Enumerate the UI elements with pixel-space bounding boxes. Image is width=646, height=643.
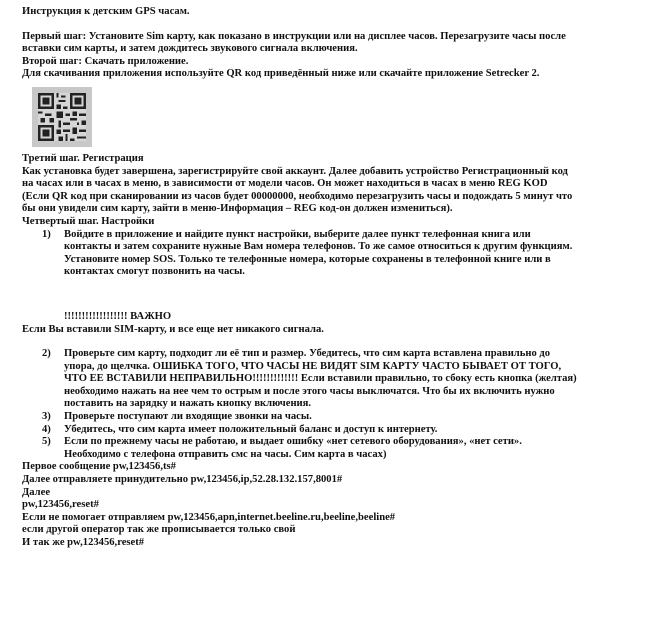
- list-item-line: необходимо нажать на нее чем то острым и после этого часы выключатся. Что бы их включить нужно: [64, 385, 555, 397]
- list-item-line: Если по прежнему часы не работаю, и выдает ошибку «нет сетевого оборудования», «нет сети».: [64, 436, 522, 448]
- list-item: [22, 424, 628, 437]
- list-item-number: 2): [42, 348, 51, 360]
- list-item-line: упора, до щелчка. ОШИБКА ТОГО, ЧТО ЧАСЫ НЕ ВИДЯТ SIM КАРТУ ЧАСТО БЫВАЕТ ОТ ТОГО,: [64, 360, 562, 372]
- step1-line2: вставки сим карты, и затем дождитесь звукового сигнала включения.: [22, 43, 358, 55]
- list-item: [22, 348, 628, 411]
- list-item-number: 3): [42, 411, 51, 423]
- list-item-number: 5): [42, 436, 51, 448]
- sms-command-2: Далее отправляете принудительно pw,123456,ip,52.28.132.157,8001#: [22, 474, 343, 486]
- list-item: [22, 229, 628, 279]
- list-item-line: ЧТО ЕЕ ВСТАВИЛИ НЕПРАВИЛЬНО!!!!!!!!!!!!! Если вставили правильно, то сбоку есть кнопка (желтая): [64, 373, 577, 385]
- qr-code-icon: [32, 87, 92, 147]
- spacer: [22, 336, 628, 348]
- important-heading: !!!!!!!!!!!!!!!!!! ВАЖНО: [64, 310, 172, 322]
- list-item-line: Установите номер SOS. Только те телефонные номера, которые сохранены в телефонной книге или в: [64, 253, 551, 265]
- step3-line4: бы они увидели сим карту, зайти в меню-Информация – REG код-он должен измениться).: [22, 203, 453, 215]
- list-item-number: 4): [42, 423, 51, 435]
- list-item: [22, 411, 628, 424]
- sms-command-5: если другой оператор так же прописывается только свой: [22, 524, 296, 536]
- list-item-line: поставить на зарядку и нажать кнопку включения.: [64, 398, 312, 410]
- step2-heading: Второй шаг: Скачать приложение.: [22, 55, 189, 67]
- step3-line1: Как установка будет завершена, зарегистрируйте свой аккаунт. Далее добавить устройство Регистрационный код: [22, 165, 568, 177]
- sms-command-4: Если не помогает отправляем pw,123456,apn,internet.beeline.ru,beeline,beeline#: [22, 511, 396, 523]
- sms-command-1: Первое сообщение pw,123456,ts#: [22, 461, 176, 473]
- list-item-line: Проверьте сим карту, подходит ли её тип и размер. Убедитесь, что сим карта вставлена правильно до: [64, 348, 551, 360]
- list-item-line: Войдите в приложение и найдите пункт настройки, выберите далее пункт телефонная книга или: [64, 228, 531, 240]
- troubleshooting-list: [22, 348, 628, 461]
- step2-download-text: Для скачивания приложения используйте QR код приведённый ниже или скачайте приложение Setrecker 2.: [22, 68, 540, 80]
- list-item: [22, 436, 628, 461]
- list-item-line: Убедитесь, что сим карта имеет положительный баланс и доступ к интернету.: [64, 423, 438, 435]
- list-item-line: Проверьте поступают ли входящие звонки на часы.: [64, 411, 312, 423]
- list-item-line: контакты и затем сохраните нужные Вам номера телефонов. То же самое относиться к другим функциям.: [64, 241, 573, 253]
- list-item-number: 1): [42, 228, 51, 240]
- step3-line3: (Если QR код при сканировании из часов будет 00000000, необходимо перезагрузить часы и подождать 5 минут что: [22, 190, 573, 202]
- step3-line2: на часах или в часах в меню, в зависимости от модели часов. Он может находиться в часах в меню REG KOD: [22, 178, 548, 190]
- document-title: Инструкция к детским GPS часам.: [22, 6, 190, 17]
- settings-list: [22, 229, 628, 279]
- important-subheading: Если Вы вставили SIM-карту, и все еще нет никакого сигнала.: [22, 323, 324, 335]
- sms-command-3: pw,123456,reset#: [22, 499, 99, 511]
- list-item-line: контактах смогут позвонить на часы.: [64, 266, 245, 278]
- step3-heading: Третий шаг. Регистрация: [22, 152, 144, 164]
- step4-heading: Четвертый шаг. Настройки: [22, 215, 155, 227]
- step1-line1: Первый шаг: Установите Sim карту, как показано в инструкции или на дисплее часов. Перезагрузите часы после: [22, 30, 566, 42]
- sms-command-3-label: Далее: [22, 486, 51, 498]
- list-item-line: Необходимо с телефона отправить смс на часы. Сим карта в часах): [64, 448, 387, 460]
- sms-command-6: И так же pw,123456,reset#: [22, 537, 145, 548]
